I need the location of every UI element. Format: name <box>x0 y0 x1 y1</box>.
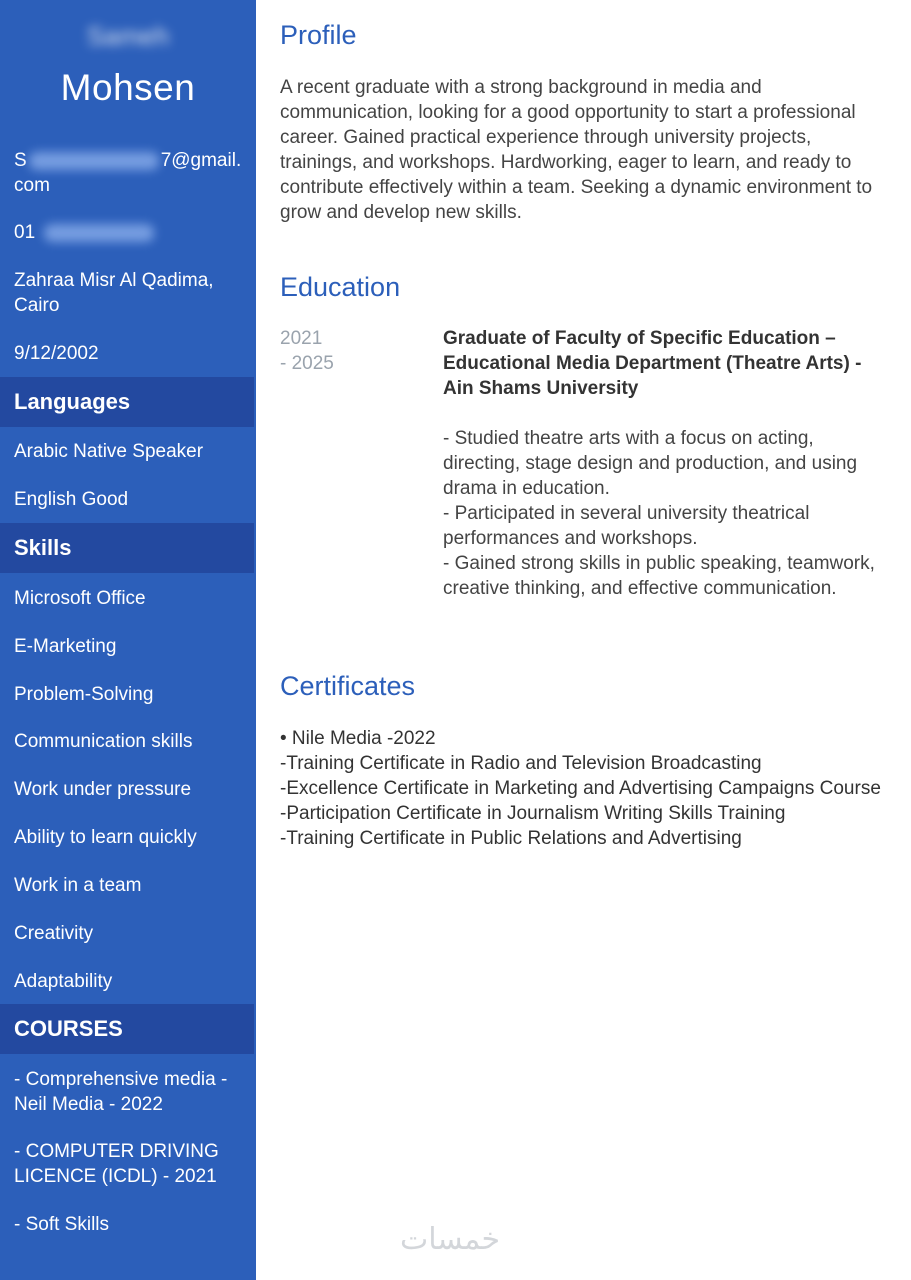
profile-text: A recent graduate with a strong background in media and communication, looking for a good opportunity to start a professional career. Gained practical experience through university projects, trainings, and workshops. Hardworking, eager to learn, and ready to contribute effectively within a team. Seeking a dynamic environment to grow and develop new skills. <box>280 77 873 223</box>
education-details <box>443 426 888 601</box>
birthdate: 9/12/2002 <box>14 343 99 364</box>
language-item: Arabic Native Speaker <box>14 441 204 462</box>
skill-item: Work in a team <box>14 875 142 896</box>
email-end: 7@gmail. <box>160 150 242 171</box>
certificates-list <box>280 726 892 851</box>
language-item: English Good <box>14 489 129 510</box>
email-start: S <box>14 150 27 171</box>
education-detail: - Studied theatre arts with a focus on acting, directing, stage design and production, and using drama in education. <box>443 428 858 499</box>
education-years <box>280 326 410 376</box>
skill-item: Creativity <box>14 923 94 944</box>
skill-item: Problem-Solving <box>14 684 154 705</box>
skill-item: Work under pressure <box>14 779 192 800</box>
courses-heading: COURSES <box>0 1004 254 1054</box>
skills-heading: Skills <box>0 523 254 573</box>
phone-redacted <box>44 224 154 242</box>
education-year-end: - 2025 <box>280 353 334 374</box>
sidebar <box>0 0 256 1280</box>
main-content <box>256 0 911 1280</box>
name-block <box>0 18 256 110</box>
skill-item: Adaptability <box>14 971 113 992</box>
email <box>14 148 250 198</box>
certificate-item: -Training Certificate in Radio and Television Broadcasting <box>280 753 762 774</box>
course-item: - Comprehensive media - Neil Media - 2022 <box>14 1069 228 1115</box>
education-detail: - Participated in several university theatrical performances and workshops. <box>443 503 810 549</box>
skill-item: Microsoft Office <box>14 588 146 609</box>
certificate-item: -Excellence Certificate in Marketing and Advertising Campaigns Course <box>280 778 881 799</box>
certificates-heading: Certificates <box>280 671 416 701</box>
certificate-item: -Training Certificate in Public Relations and Advertising <box>280 828 742 849</box>
last-name: Mohsen <box>60 67 196 108</box>
skill-item: E-Marketing <box>14 636 117 657</box>
phone-prefix: 01 <box>14 222 36 243</box>
languages-heading: Languages <box>0 377 254 427</box>
education-heading: Education <box>280 272 401 302</box>
education-degree: Graduate of Faculty of Specific Education – Educational Media Department (Theatre Arts) - Ain Shams University <box>443 328 862 399</box>
certificate-item: -Participation Certificate in Journalism Writing Skills Training <box>280 803 786 824</box>
course-item: - Soft Skills <box>14 1214 110 1235</box>
skill-item: Communication skills <box>14 731 193 752</box>
watermark-logo: خمسات <box>400 1222 501 1257</box>
education-year-start: 2021 <box>280 328 323 349</box>
phone <box>14 220 250 245</box>
email-redacted <box>29 152 159 170</box>
email-domain: com <box>14 175 50 196</box>
address: Zahraa Misr Al Qadima, Cairo <box>14 270 214 316</box>
profile-heading: Profile <box>280 20 357 50</box>
first-name: Sameh <box>86 21 170 51</box>
skill-item: Ability to learn quickly <box>14 827 197 848</box>
education-detail: - Gained strong skills in public speaking, teamwork, creative thinking, and effective communication. <box>443 553 875 599</box>
course-item: - COMPUTER DRIVING LICENCE (ICDL) - 2021 <box>14 1141 219 1187</box>
certificate-item: • Nile Media -2022 <box>280 728 436 749</box>
